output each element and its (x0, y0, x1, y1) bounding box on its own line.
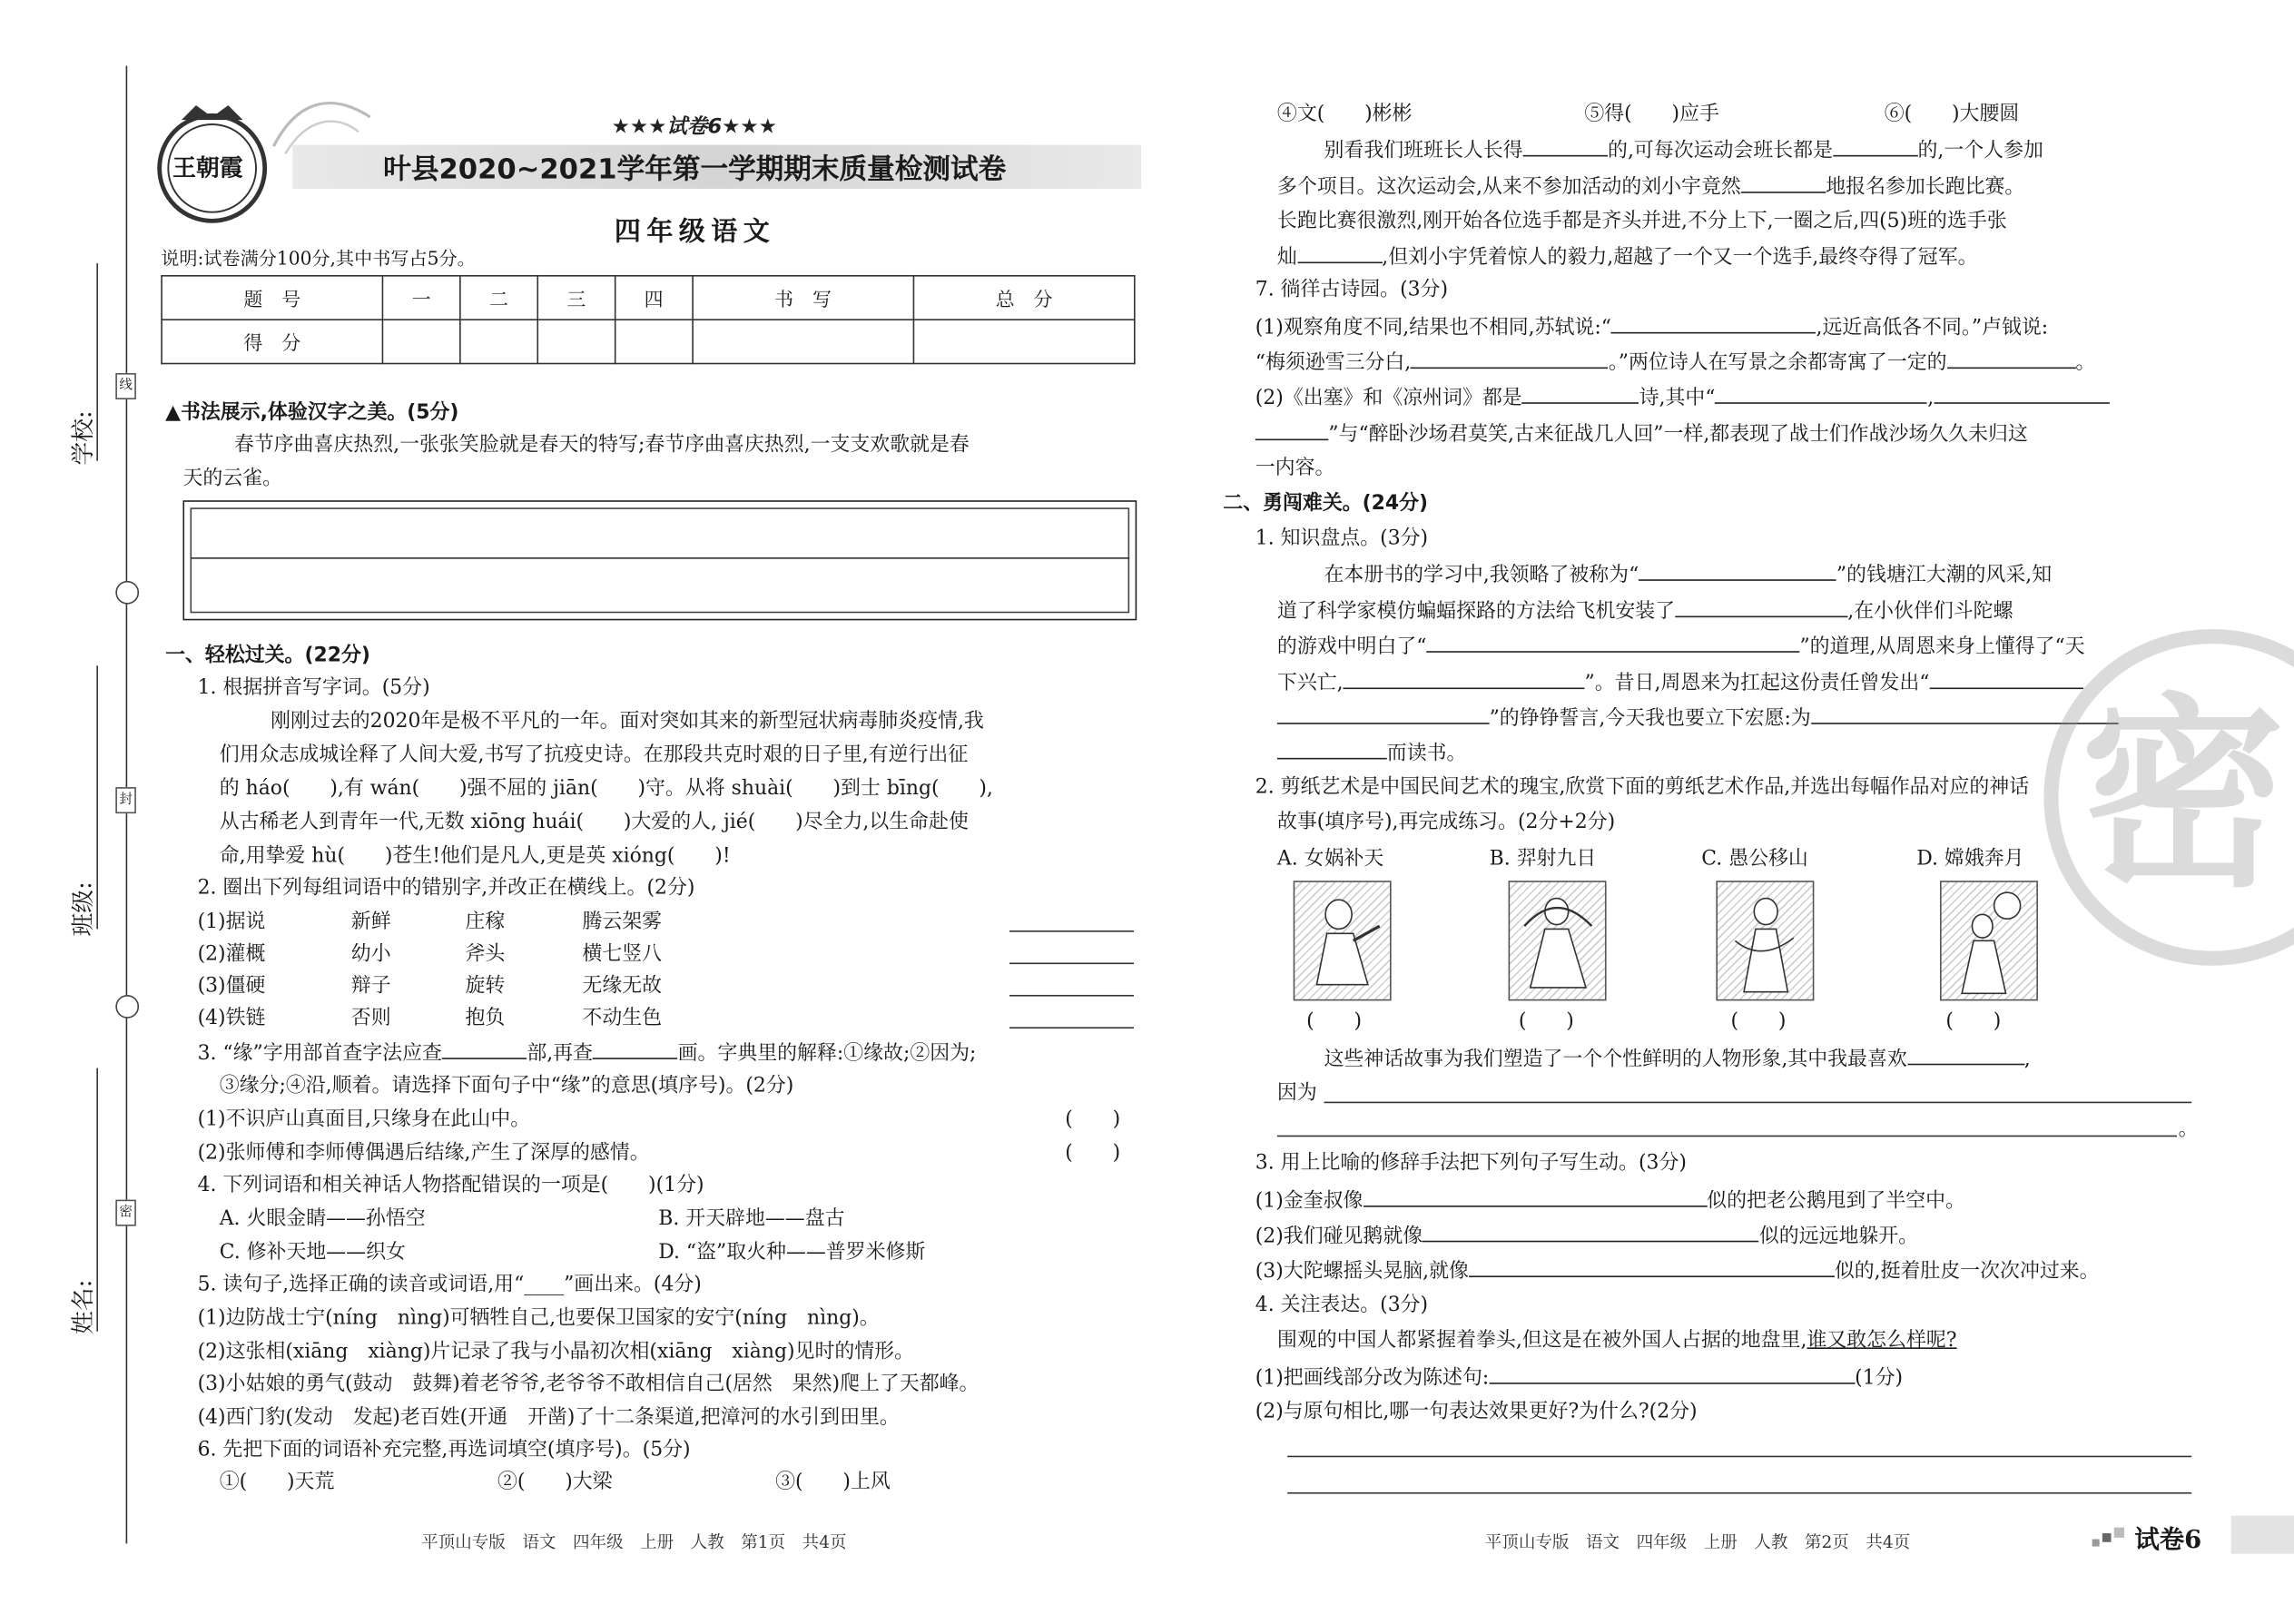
p2q1-line (1277, 665, 2083, 699)
p2q1-part: ,在小伙伴们斗陀螺 (1847, 599, 2013, 624)
p2q1-part: 而读书。 (1386, 742, 1467, 765)
papercut-answer-bracket[interactable]: ( ) (1945, 1009, 2002, 1033)
p2q4-line: (2)与原句相比,哪一句表达效果更好?为什么?(2分) (1255, 1400, 1698, 1424)
q2-word: 腾云架雾 (582, 910, 663, 934)
answer-blank[interactable] (442, 1036, 527, 1059)
q6-word: ⑥( )大腰圆 (1884, 102, 2020, 126)
q5-sentence: (3)小姑娘的勇气(鼓动 鼓舞)着老爷爷,老爷爷不敢相信自己(居然 果然)爬上了天都峰。 (197, 1372, 980, 1396)
p2q4-title: 4. 关注表达。(3分) (1255, 1293, 1429, 1317)
answer-line[interactable] (1009, 962, 1134, 964)
papercut-option: C. 愚公移山 (1701, 847, 1808, 871)
q3-part: 画。字典里的解释:①缘故;②因为; (677, 1041, 977, 1066)
score-cell[interactable] (615, 320, 692, 363)
answer-blank[interactable] (593, 1036, 677, 1059)
q2-word: 新鲜 (350, 910, 391, 934)
q7-part: ,远近高低各不同。”卢钺说: (1816, 316, 2049, 340)
q6-word: ④文( )彬彬 (1276, 102, 1413, 126)
papercut-option: B. 羿射九日 (1489, 847, 1597, 871)
q5-sentence: (2)这张相(xiāng xiàng)片记录了我与小晶初次相(xiāng xiàng)见时的情形。 (197, 1340, 914, 1364)
score-row-label: 得 分 (162, 320, 383, 363)
answer-blank[interactable] (1426, 629, 1799, 653)
answer-line[interactable] (1009, 1027, 1134, 1029)
answer-line[interactable] (1277, 1136, 2177, 1137)
papercut-image-1 (1294, 881, 1392, 1000)
seal-mark-line: 线 (115, 373, 136, 399)
answer-blank[interactable] (1277, 736, 1387, 760)
p2q1-part: ”。昔日,周恩来为扛起这份责任曾发出“ (1584, 671, 1930, 695)
footer-right: 平顶山专版 语文 四年级 上册 人教 第2页 共4页 (1484, 1531, 1911, 1553)
q3-sentence: (1)不识庐山真面目,只缘身在此山中。 (197, 1107, 531, 1131)
p2q2-title: 故事(填序号),再完成练习。(2分+2分) (1276, 810, 1616, 834)
footer-squares-icon (2092, 1526, 2128, 1547)
calligraphy-writing-box[interactable] (182, 500, 1137, 620)
q1-text: 们用众志成城诠释了人间大爱,书写了抗疫史诗。在那段共克时艰的日子里,有逆行出征 (219, 743, 969, 767)
q2-row: (3)僵硬 (197, 974, 266, 999)
answer-blank[interactable] (1716, 380, 1928, 404)
subject-title: 四年级语文 (614, 216, 776, 248)
seal-mark-seal: 封 (115, 787, 136, 813)
p2q2-title: 2. 剪纸艺术是中国民间艺术的瑰宝,欣赏下面的剪纸艺术作品,并选出每幅作品对应的神话 (1255, 775, 2030, 799)
q1-text: 从古稀老人到青年一代,无数 xiōng huái( )大爱的人, jié( )尽全力,以生命赴使 (219, 810, 969, 834)
p2q1-line (1277, 736, 1467, 770)
q4-option: A. 火眼金睛——孙悟空 (219, 1206, 426, 1231)
answer-line[interactable] (1287, 1492, 2191, 1494)
score-header-cell: 四 (615, 276, 692, 320)
p2q1-line (1277, 594, 2013, 627)
q2-word: 辩子 (350, 974, 391, 999)
q7-line (1255, 417, 2028, 450)
q7-line (1255, 310, 2048, 344)
p2q1-line (1277, 629, 2085, 663)
q2-word: 幼小 (350, 941, 391, 966)
name-label: 姓名: (68, 1279, 97, 1334)
q7-part: , (1927, 386, 1935, 410)
p2q3-line (1255, 1219, 1918, 1253)
p2q1-title: 1. 知识盘点。(3分) (1255, 527, 1429, 550)
score-table-header-row (162, 276, 1135, 320)
footer-tag: 试卷6 (2134, 1526, 2202, 1556)
p2q3-line (1255, 1184, 1965, 1217)
answer-bracket[interactable]: ( ) (1065, 1107, 1121, 1131)
answer-line[interactable] (1009, 995, 1134, 997)
answer-blank[interactable] (1423, 1219, 1759, 1243)
footer-left: 平顶山专版 语文 四年级 上册 人教 第1页 共4页 (421, 1531, 847, 1553)
q7-part: 诗,其中“ (1639, 386, 1716, 410)
p2q1-part: ”的铮铮誓言,今天我也要立下宏愿:为 (1489, 706, 1811, 731)
papercut-image-2 (1509, 881, 1607, 1000)
q4-title: 4. 下列词语和相关神话人物搭配错误的一项是( )(1分) (197, 1173, 704, 1197)
p2q1-line (1277, 701, 2118, 734)
exam-note: 说明:试卷满分100分,其中书写占5分。 (161, 247, 476, 270)
q2-word: 旋转 (465, 974, 506, 999)
score-table-score-row (162, 320, 1135, 363)
p2q3-line (1255, 1254, 2100, 1287)
answer-blank[interactable] (1411, 345, 1609, 369)
q2-word: 无缘无故 (582, 974, 663, 999)
class-label: 班级: (68, 881, 97, 937)
answer-blank[interactable] (1741, 170, 1826, 193)
answer-blank[interactable] (1523, 133, 1608, 157)
p2q3-part: (2)我们碰见鹅就像 (1255, 1224, 1423, 1248)
q4-option: B. 开天辟地——盘古 (658, 1206, 845, 1231)
answer-blank[interactable] (1611, 310, 1816, 334)
answer-blank[interactable] (1277, 701, 1490, 724)
series-label: ★★★试卷6★★★ (611, 115, 777, 140)
score-header-cell: 书 写 (693, 276, 914, 320)
q2-word: 横七竖八 (582, 941, 663, 966)
p2q3-part: (3)大陀螺摇头晃脑,就像 (1255, 1259, 1469, 1284)
q6-part: 多个项目。这次运动会,从来不参加活动的刘小宇竟然 (1276, 175, 1741, 200)
papercut-option: D. 嫦娥奔月 (1916, 847, 2024, 871)
answer-blank[interactable] (1639, 557, 1836, 581)
q4-option: C. 修补天地——织女 (219, 1240, 406, 1265)
q3-text (198, 1036, 977, 1069)
q6-passage: 长跑比赛很激烈,刚开始各位选手都是齐头并进,不分上下,一圈之后,四(5)班的选手张 (1276, 209, 2007, 233)
calligraphy-text: 春节序曲喜庆热烈,一张张笑脸就是春天的特写;春节序曲喜庆热烈,一支支欢歌就是春 (233, 433, 970, 457)
p2q1-part: 的游戏中明白了“ (1276, 635, 1427, 659)
part1-title: 一、轻松过关。(22分) (165, 644, 370, 667)
p2q2-line (1324, 1042, 2030, 1076)
q7-line (1255, 345, 2096, 379)
q6-part: ,但刘小宇凭着惊人的毅力,超越了一个又一个选手,最终夺得了冠军。 (1382, 245, 1978, 270)
q7-part: “梅须逊雪三分白, (1255, 350, 1412, 375)
score-header-cell: 三 (537, 276, 615, 320)
q6-part: 的,可每次运动会班长都是 (1608, 139, 1834, 162)
calligraphy-title: ▲书法展示,体验汉字之美。(5分) (165, 400, 459, 425)
score-cell[interactable] (693, 320, 914, 363)
q6-word: ⑤得( )应手 (1584, 102, 1719, 126)
p2q2-part: 这些神话故事为我们塑造了一个个性鲜明的人物形象,其中我最喜欢 (1324, 1047, 1907, 1071)
answer-blank[interactable] (1255, 417, 1329, 440)
q6-title: 6. 先把下面的词语补充完整,再选词填空(填序号)。(5分) (197, 1438, 691, 1462)
q6-part: 灿 (1276, 245, 1297, 270)
q2-row: (1)据说 (197, 910, 266, 934)
q1-text: 刚刚过去的2020年是极不平凡的一年。面对突如其来的新型冠状病毒肺炎疫情,我 (271, 709, 984, 733)
q1-title: 1. 根据拼音写字词。(5分) (197, 675, 430, 700)
q3-part: 部,再查 (527, 1041, 594, 1066)
q6-part: 别看我们班班长人长得 (1324, 139, 1523, 162)
class-fill-line[interactable] (96, 665, 98, 929)
q7-line (1255, 380, 2110, 414)
q5-sentence: (1)边防战士宁(níng nìng)可牺牲自己,也要保卫国家的安宁(níng nìng)。 (197, 1306, 880, 1331)
calligraphy-text: 天的云雀。 (182, 467, 282, 490)
school-label: 学校: (68, 410, 97, 466)
score-cell[interactable] (383, 320, 460, 363)
q2-row: (2)灌概 (197, 941, 266, 966)
q2-word: 抱负 (465, 1006, 506, 1030)
p2q1-part: ”的钱塘江大潮的风采,知 (1836, 563, 2053, 587)
q2-title: 2. 圈出下列每组词语中的错别字,并改正在横线上。(2分) (197, 876, 695, 901)
q1-text: 命,用挚爱 hù( )苍生!他们是凡人,更是英 xióng( )! (219, 843, 731, 868)
brand-logo (146, 100, 278, 231)
q2-word: 庄稼 (465, 910, 506, 934)
answer-bracket[interactable]: ( ) (1065, 1141, 1121, 1165)
q2-word: 不动生色 (582, 1006, 663, 1030)
q6-part: 地报名参加长跑比赛。 (1826, 175, 2025, 200)
q2-word: 否则 (350, 1006, 391, 1030)
score-header-cell: 二 (460, 276, 537, 320)
answer-line[interactable] (1287, 1456, 2191, 1458)
p2q4-part: (1分) (1855, 1366, 1904, 1391)
score-header-cell: 总 分 (913, 276, 1135, 320)
score-header-cell: 一 (383, 276, 460, 320)
q3-sentence: (2)张师傅和李师傅偶遇后结缘,产生了深厚的感情。 (197, 1141, 650, 1165)
q6-word: ①( )天荒 (219, 1470, 335, 1494)
q7-title: 7. 徜徉古诗园。(3分) (1255, 278, 1449, 302)
papercut-option: A. 女娲补天 (1276, 847, 1384, 871)
papercut-image-4 (1940, 881, 2038, 1000)
answer-blank[interactable] (1833, 133, 1917, 157)
q4-option: D. “盗”取火种——普罗米修斯 (658, 1240, 926, 1265)
p2q2-part: , (2023, 1047, 2031, 1071)
q6-passage (1324, 133, 2043, 167)
answer-blank[interactable] (1522, 380, 1639, 404)
p2q1-part: 道了科学家模仿蝙蝠探路的方法给飞机安装了 (1276, 599, 1676, 624)
answer-blank[interactable] (1344, 665, 1585, 689)
p2q3-part: 似的远远地躲开。 (1758, 1224, 1919, 1248)
seal-mark-secret: 密 (115, 1200, 136, 1226)
watermark-char: 密 (2080, 677, 2286, 916)
q2-word: 斧头 (465, 941, 506, 966)
q6-passage (1277, 170, 2024, 203)
exam-title: 叶县2020~2021学年第一学期期末质量检测试卷 (383, 153, 1007, 186)
p2q4-quote (1277, 1324, 1957, 1356)
footer-tag-bar (2231, 1516, 2294, 1554)
score-cell[interactable] (537, 320, 615, 363)
q6-word: ③( )上风 (775, 1470, 891, 1494)
q2-row: (4)铁链 (197, 1006, 266, 1030)
binding-hole-icon (115, 995, 139, 1019)
q6-part: 的,一个人参加 (1917, 139, 2043, 162)
q5-title: 5. 读句子,选择正确的读音或词语,用“____”画出来。(4分) (197, 1273, 702, 1296)
answer-blank[interactable] (1675, 594, 1847, 617)
name-fill-line[interactable] (96, 1068, 98, 1332)
p2q2-line: 。 (2178, 1117, 2199, 1142)
binding-hole-icon (115, 581, 139, 605)
papercut-image-3 (1716, 881, 1814, 1000)
part2-title: 二、勇闯难关。(24分) (1223, 491, 1429, 516)
q7-part: ”与“醉卧沙场君莫笑,古来征战几人回”一样,都表现了战士们作战沙场久久未归这 (1328, 422, 2028, 447)
papercut-answer-bracket[interactable]: ( ) (1730, 1009, 1787, 1033)
p2q4-part: (1)把画线部分改为陈述句: (1255, 1366, 1490, 1391)
p2q2-line: 因为 (1276, 1081, 1317, 1105)
p2q1-line (1324, 557, 2052, 591)
papercut-answer-bracket[interactable]: ( ) (1518, 1009, 1574, 1033)
q3-part: 3. “缘”字用部首查字法应查 (197, 1041, 442, 1066)
q7-part: (2)《出塞》和《凉州词》都是 (1255, 386, 1522, 410)
q5-sentence: (4)西门豹(发动 发起)老百姓(开通 开凿)了十二条渠道,把漳河的水引到田里。 (197, 1405, 900, 1430)
answer-line[interactable] (1009, 930, 1134, 932)
confidential-watermark (2043, 629, 2294, 995)
p2q4-line (1255, 1361, 1903, 1394)
p2q1-part: 下兴亡, (1276, 671, 1344, 695)
answer-blank[interactable] (1363, 1184, 1707, 1207)
answer-blank[interactable] (1297, 240, 1382, 263)
q6-word: ②( )大梁 (497, 1470, 613, 1494)
answer-blank[interactable] (1907, 1042, 2024, 1066)
answer-blank[interactable] (1934, 380, 2109, 404)
q7-part: 。”两位诗人在写景之余都寄寓了一定的 (1608, 350, 1947, 375)
p2q3-title: 3. 用上比喻的修辞手法把下列句子写生动。(3分) (1255, 1151, 1687, 1176)
answer-blank[interactable] (1947, 345, 2076, 369)
score-table (161, 275, 1135, 364)
p2q3-part: 似的,挺着肚皮一次次冲过来。 (1834, 1259, 2100, 1284)
p2q1-part: 在本册书的学习中,我领略了被称为“ (1324, 563, 1639, 587)
logo-text: 王朝霞 (172, 153, 243, 182)
papercut-answer-bracket[interactable]: ( ) (1306, 1009, 1363, 1033)
answer-blank[interactable] (1469, 1254, 1835, 1277)
p2q3-part: (1)金奎叔像 (1255, 1189, 1364, 1214)
q3-text: ③缘分;④沿,顺着。请选择下面句子中“缘”的意思(填序号)。(2分) (219, 1073, 794, 1097)
q7-part: (1)观察角度不同,结果也不相同,苏轼说:“ (1255, 316, 1611, 340)
score-cell[interactable] (460, 320, 537, 363)
p2q1-part: ”的道理,从周恩来身上懂得了“天 (1799, 635, 2085, 659)
p2q3-part: 似的把老公鹅甩到了半空中。 (1707, 1189, 1965, 1214)
school-fill-line[interactable] (96, 263, 98, 461)
score-header-cell: 题 号 (162, 276, 383, 320)
q1-text: 的 háo( ),有 wán( )强不屈的 jiān( )守。从将 shuài( )到士 bīng( ), (219, 776, 993, 801)
p2q4-quote-underlined: 谁又敢怎么样呢? (1807, 1328, 1957, 1353)
answer-line[interactable] (1324, 1102, 2191, 1104)
q6-passage (1277, 240, 1978, 273)
q7-line: 一内容。 (1255, 456, 1335, 480)
score-cell[interactable] (913, 320, 1135, 363)
p2q4-quote-part: 围观的中国人都紧握着拳头,但这是在被外国人占据的地盘里, (1276, 1328, 1807, 1353)
q7-part: 。 (2075, 350, 2096, 375)
answer-blank[interactable] (1489, 1361, 1855, 1384)
